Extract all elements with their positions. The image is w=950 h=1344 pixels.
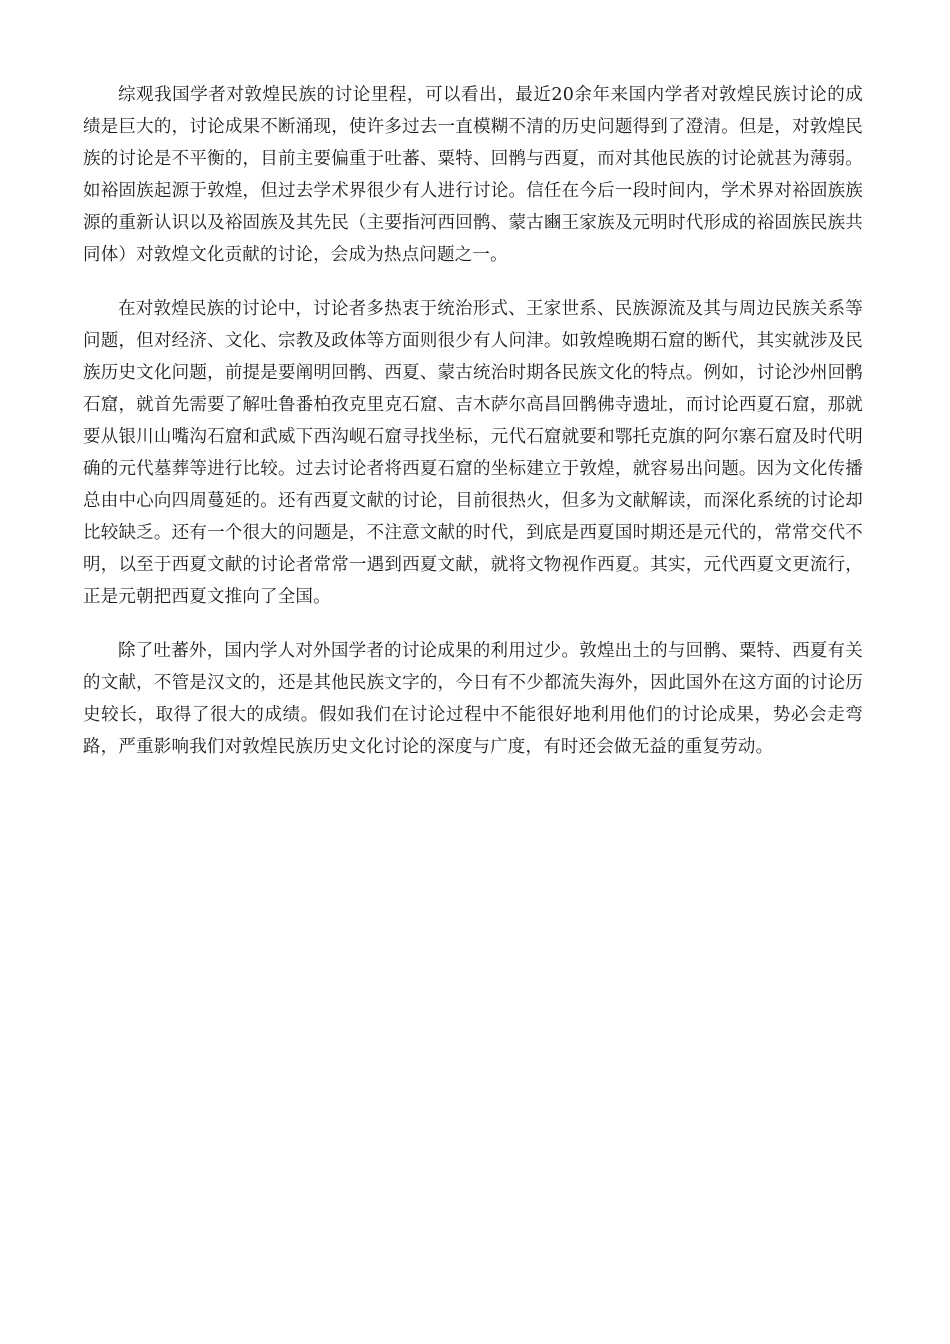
paragraph-3: 除了吐蕃外，国内学人对外国学者的讨论成果的利用过少。敦煌出土的与回鹘、粟特、西夏有关的文献，不管是汉文的，还是其他民族文字的，今日有不少都流失海外，因此国外在这方面的讨论历史较长，取得了很大的成绩。假如我们在讨论过程中不能很好地利用他们的讨论成果，势必会走弯路，严重影响我们对敦煌民族历史文化讨论的深度与广度，有时还会做无益的重复劳动。 <box>83 641 863 757</box>
paragraph-1: 综观我国学者对敦煌民族的讨论里程，可以看出，最近20余年来国内学者对敦煌民族讨论的成绩是巨大的，讨论成果不断涌现，使许多过去一直模糊不清的历史问题得到了澄清。但是，对敦煌民族的讨论是不平衡的，目前主要偏重于吐蕃、粟特、回鹘与西夏，而对其他民族的讨论就甚为薄弱。如裕固族起源于敦煌，但过去学术界很少有人进行讨论。信任在今后一段时间内，学术界对裕固族族源的重新认识以及裕固族及其先民（主要指河西回鹘、蒙古豳王家族及元明时代形成的裕固族民族共同体）对敦煌文化贡献的讨论，会成为热点问题之一。 <box>83 85 863 265</box>
document-body <box>83 79 863 785</box>
paragraph-2: 在对敦煌民族的讨论中，讨论者多热衷于统治形式、王家世系、民族源流及其与周边民族关系等问题，但对经济、文化、宗教及政体等方面则很少有人问津。如敦煌晚期石窟的断代，其实就涉及民族历史文化问题，前提是要阐明回鹘、西夏、蒙古统治时期各民族文化的特点。例如，讨论沙州回鹘石窟，就首先需要了解吐鲁番柏孜克里克石窟、吉木萨尔高昌回鹘佛寺遗址，而讨论西夏石窟，那就要从银川山嘴沟石窟和武威下西沟岘石窟寻找坐标，元代石窟就要和鄂托克旗的阿尔寨石窟及时代明确的元代墓葬等进行比较。过去讨论者将西夏石窟的坐标建立于敦煌，就容易出问题。因为文化传播总由中心向四周蔓延的。还有西夏文献的讨论，目前很热火，但多为文献解读，而深化系统的讨论却比较缺乏。还有一个很大的问题是，不注意文献的时代，到底是西夏国时期还是元代的，常常交代不明，以至于西夏文献的讨论者常常一遇到西夏文献，就将文物视作西夏。其实，元代西夏文更流行，正是元朝把西夏文推向了全国。 <box>83 299 863 607</box>
